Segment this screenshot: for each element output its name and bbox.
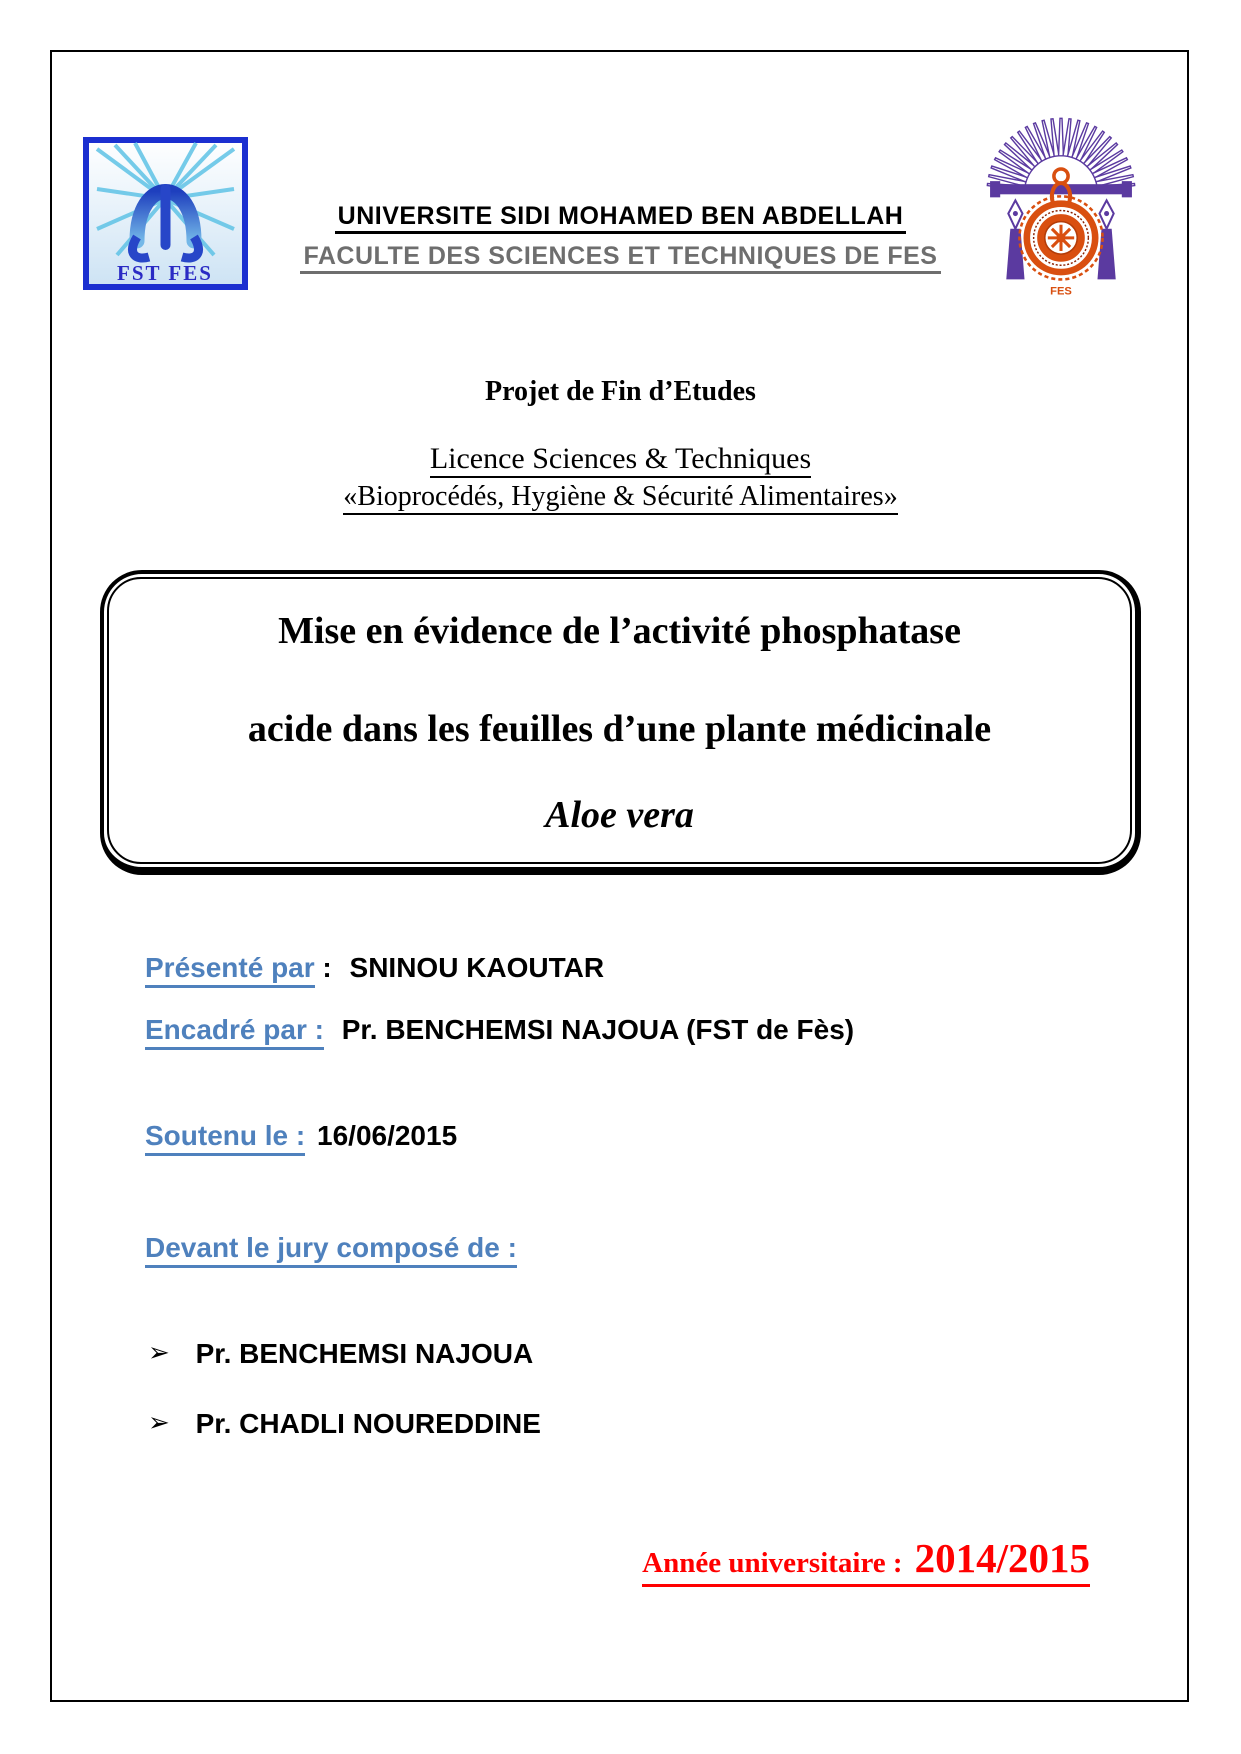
defended-on-row: [145, 1120, 457, 1152]
specialty-line: [0, 481, 1241, 513]
presented-by-separator: :: [322, 952, 332, 983]
university-name-text: UNIVERSITE SIDI MOHAMED BEN ABDELLAH: [335, 202, 907, 234]
degree-line: [0, 442, 1241, 476]
defense-date: 16/06/2015: [317, 1120, 458, 1151]
arrow-bullet-icon: ➢: [148, 1337, 170, 1367]
academic-year-value: 2014/2015: [914, 1535, 1090, 1581]
presented-by-name: SNINOU KAOUTAR: [349, 952, 605, 983]
presented-by-label: Présenté par: [145, 952, 315, 988]
jury-member-name: Pr. BENCHEMSI NAJOUA: [195, 1338, 534, 1369]
title-box: [100, 570, 1141, 875]
specialty-text: «Bioprocédés, Hygiène & Sécurité Alimentaires»: [343, 481, 897, 515]
jury-member-row: [148, 1338, 533, 1370]
supervised-by-label: Encadré par :: [145, 1014, 324, 1050]
project-type: Projet de Fin d’Etudes: [485, 376, 756, 407]
arrow-bullet-icon: ➢: [148, 1407, 170, 1437]
supervised-by-name: Pr. BENCHEMSI NAJOUA (FST de Fès): [341, 1014, 855, 1045]
header: [0, 196, 1241, 276]
title-line-2: acide dans les feuilles d’une plante médicinale: [247, 708, 992, 750]
jury-member-name: Pr. CHADLI NOUREDDINE: [195, 1408, 541, 1439]
supervised-by-row: [145, 1014, 854, 1046]
jury-member-row: [148, 1408, 541, 1440]
faculty-name-text: FACULTE DES SCIENCES ET TECHNIQUES DE FES: [300, 242, 940, 274]
academic-year: [642, 1534, 1090, 1587]
university-name: [0, 196, 1241, 236]
title-line-3-species: Aloe vera: [545, 794, 694, 836]
presented-by-row: [145, 952, 604, 984]
degree-text: Licence Sciences & Techniques: [430, 442, 811, 478]
fst-logo-label: FST FES: [117, 261, 213, 285]
emblem-label: FES: [1050, 285, 1072, 298]
academic-year-label: Année universitaire :: [642, 1547, 903, 1579]
title-box-inner-border: [107, 577, 1132, 864]
defended-on-label: Soutenu le :: [145, 1120, 305, 1156]
title-line-1: Mise en évidence de l’activité phosphatase: [278, 610, 961, 652]
faculty-name: [0, 236, 1241, 276]
jury-heading-label: Devant le jury composé de :: [145, 1232, 517, 1268]
jury-heading: [145, 1232, 517, 1264]
